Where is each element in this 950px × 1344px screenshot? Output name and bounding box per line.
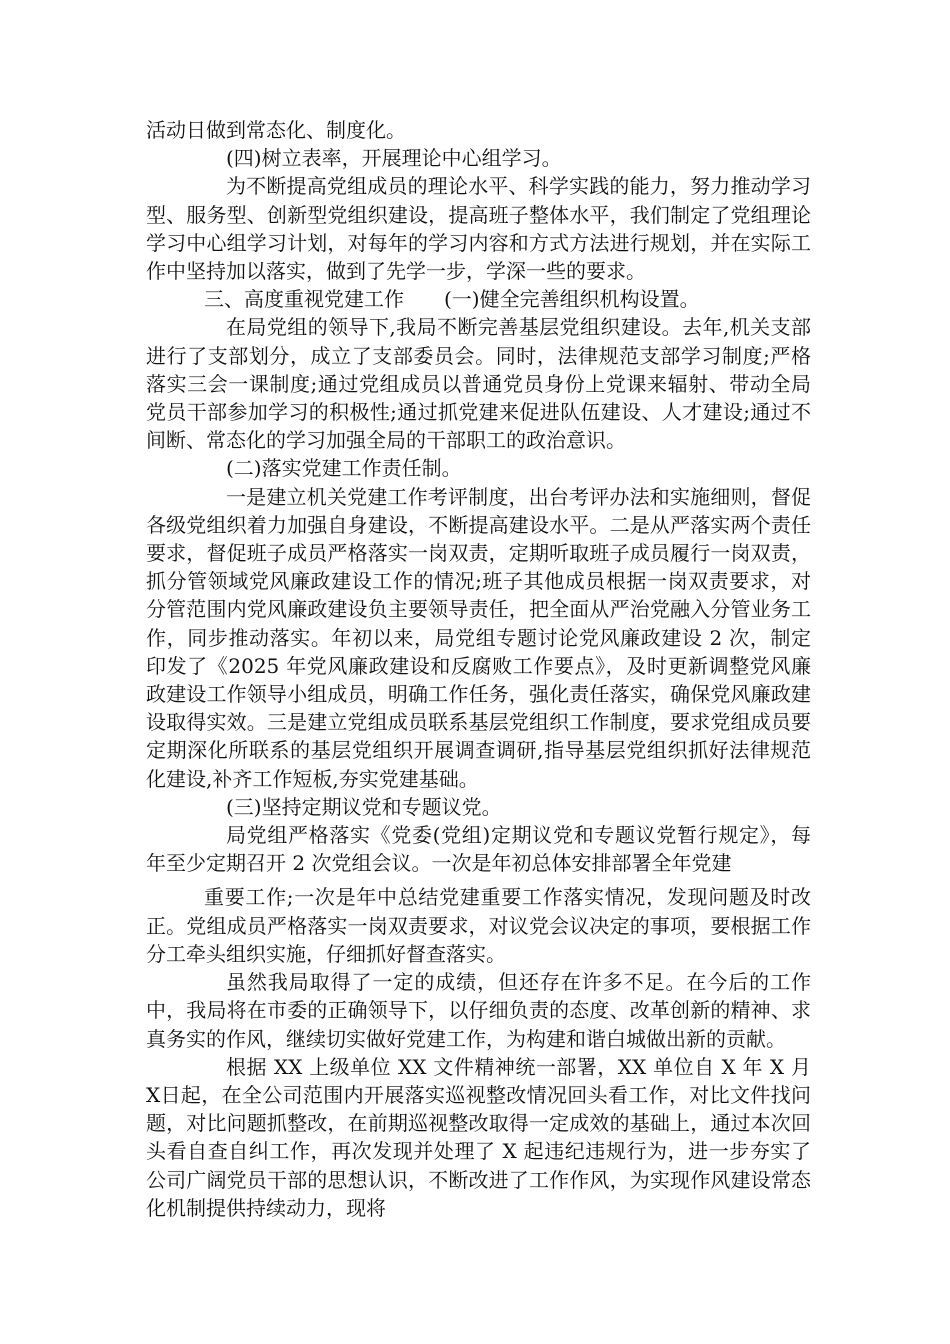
paragraph: 活动日做到常态化、制度化。 (146, 118, 406, 142)
section-heading: (三)坚持定期议党和专题议党。 (226, 794, 502, 819)
section-heading: (二)落实党建工作责任制。 (226, 456, 462, 481)
paragraph: 重要工作;一次是年中总结党建重要工作落实情况，发现问题及时改正。党组成员严格落实一岗双责要求，对议党会议决定的事项，要根据工作分工牵头组织实施，仔细抓好督查落实。 (146, 885, 811, 966)
paragraph: 为不断提高党组成员的理论水平、科学实践的能力，努力推动学习型、服务型、创新型党组织建设，提高班子整体水平，我们制定了党组理论学习中心组学习计划，对每年的学习内容和方式方法进行规划，并在实际工作中坚持加以落实，做到了先学一步，学深一些的要求。 (146, 174, 811, 284)
paragraph: 局党组严格落实《党委(党组)定期议党和专题议党暂行规定》，每年至少定期召开 2 次党组会议。一次是年初总体安排部署全年党建 (146, 823, 811, 876)
section-heading: 三、高度重视党建工作 (一)健全完善组织机构设置。 (204, 287, 700, 312)
paragraph: 虽然我局取得了一定的成绩，但还存在许多不足。在今后的工作中，我局将在市委的正确领导下，以仔细负责的态度、改革创新的精神、求真务实的作风，继续切实做好党建工作，为构建和谐白城做出新的贡献。 (146, 970, 811, 1051)
document-body (146, 116, 811, 1222)
section-heading: (四)树立表率，开展理论中心组学习。 (226, 146, 562, 171)
paragraph: 一是建立机关党建工作考评制度，出台考评办法和实施细则，督促各级党组织着力加强自身建设，不断提高建设水平。二是从严落实两个责任要求，督促班子成员严格落实一岗双责，定期听取班子成员履行一岗双责，抓分管领域党风廉政建设工作的情况;班子其他成员根据一岗双责要求，对分管范围内党风廉政建设负主要领导责任，把全面从严治党融入分管业务工作，同步推动落实。年初以来，局党组专题讨论党风廉政建设 2 次，制定印发了《2025 年党风廉政建设和反腐败工作要点》，及时更新调整党风廉政建设工作领导小组成员，明确工作任务，强化责任落实，确保党风廉政建设取得实效。三是建立党组成员联系基层党组织工作制度，要求党组成员要定期深化所联系的基层党组织开展调查调研,指导基层党组织抓好法律规范化建设,补齐工作短板,夯实党建基础。 (146, 484, 811, 791)
paragraph: 在局党组的领导下,我局不断完善基层党组织建设。去年,机关支部进行了支部划分，成立了支部委员会。同时，法律规范支部学习制度;严格落实三会一课制度;通过党组成员以普通党员身份上党课来辐射、带动全局党员干部参加学习的积极性;通过抓党建来促进队伍建设、人才建设;通过不间断、常态化的学习加强全局的干部职工的政治意识。 (146, 315, 811, 453)
paragraph: 根据 XX 上级单位 XX 文件精神统一部署，XX 单位自 X 年 X 月 X日起，在全公司范围内开展落实巡视整改情况回头看工作，对比文件找问题，对比问题抓整改，在前期巡视整改取得一定成效的基础上，通过本次回头看自查自纠工作，再次发现并处理了 X 起违纪违规行为，进一步夯实了公司广阔党员干部的思想认识，不断改进了工作作风，为实现作风建设常态化机制提供持续动力，现将 (146, 1054, 811, 1220)
